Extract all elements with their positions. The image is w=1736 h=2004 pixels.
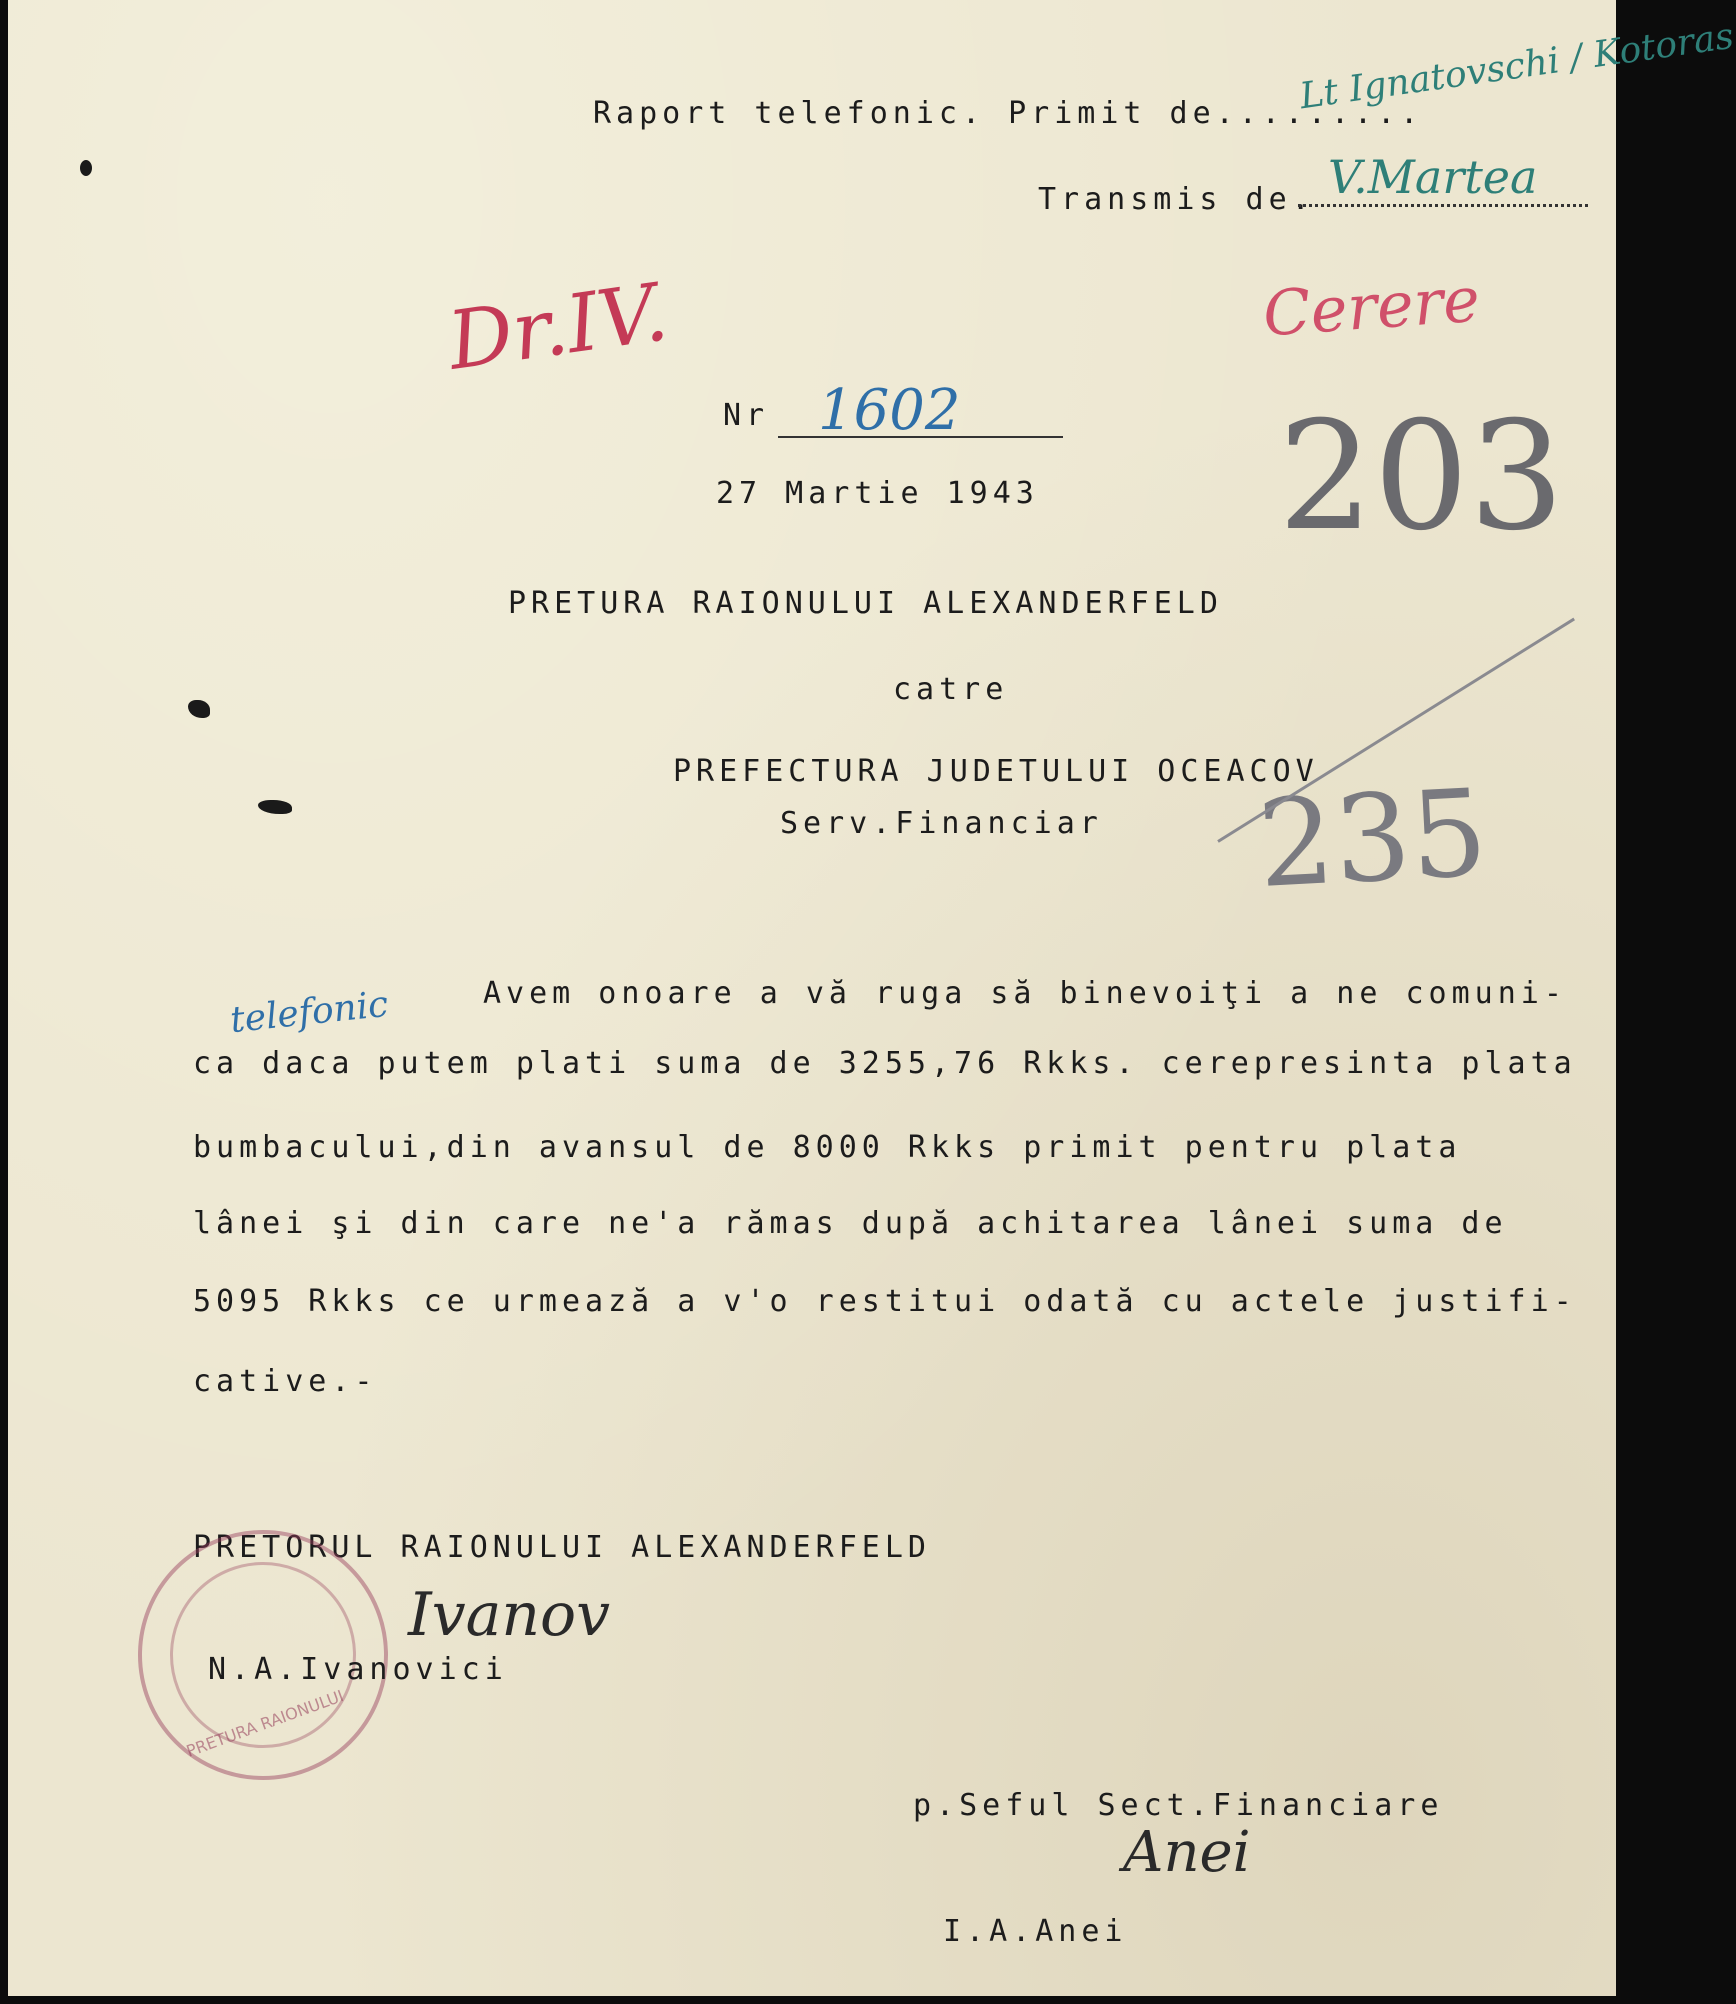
punch-hole [80, 160, 92, 176]
nr-underline [778, 436, 1063, 438]
paper-damage [258, 800, 292, 814]
pretor-signature: Ivanov [408, 1580, 611, 1650]
transmis-signature: V.Martea [1328, 150, 1538, 204]
body-line-5: 5095 Rkks ce urmează a v'o restitui odată cu actele justifi- [193, 1284, 1577, 1319]
pencil-number-mid: 235 [1254, 764, 1491, 915]
sef-name: I.A.Anei [943, 1914, 1128, 1949]
stamp-text: PRETURA RAIONULUI [183, 1686, 347, 1761]
recipient-office: PREFECTURA JUDETULUI OCEACOV [673, 754, 1319, 789]
body-line-6: cative.- [193, 1364, 378, 1399]
sender-office: PRETURA RAIONULUI ALEXANDERFELD [508, 586, 1223, 621]
to-word: catre [893, 672, 1009, 707]
body-line-2: ca daca putem plati suma de 3255,76 Rkks. cerepresinta plata [193, 1046, 1577, 1081]
pencil-number-top: 203 [1278, 390, 1565, 564]
body-line-3: bumbacului,din avansul de 8000 Rkks primit pentru plata [193, 1130, 1462, 1165]
body-line-4: lânei şi din care ne'a rămas după achitarea lânei suma de [193, 1206, 1508, 1241]
red-note: Dr.IV. [442, 265, 674, 388]
transmis-label: Transmis de. [1038, 182, 1315, 217]
transmis-dots [1298, 204, 1588, 207]
pink-note: Cerere [1260, 262, 1483, 351]
pretor-title: PRETORUL RAIONULUI ALEXANDERFELD [193, 1530, 931, 1565]
blue-insert: telefonic [228, 983, 391, 1042]
nr-value: 1602 [818, 378, 961, 443]
nr-label: Nr [723, 398, 770, 433]
body-line-1: Avem onoare a vă ruga să binevoiţi a ne comuni- [483, 976, 1567, 1011]
primit-signature: Lt Ignatovschi / Kotoras [1297, 15, 1736, 118]
recipient-service: Serv.Financiar [780, 806, 1103, 841]
pretor-name: N.A.Ivanovici [208, 1652, 508, 1687]
sef-signature: Anei [1123, 1820, 1251, 1885]
sef-title: p.Seful Sect.Financiare [913, 1788, 1444, 1823]
raport-label: Raport telefonic. Primit de......... [593, 96, 1424, 131]
paper-damage [188, 700, 210, 718]
document-date: 27 Martie 1943 [716, 476, 1039, 511]
document-sheet [8, 0, 1736, 1996]
